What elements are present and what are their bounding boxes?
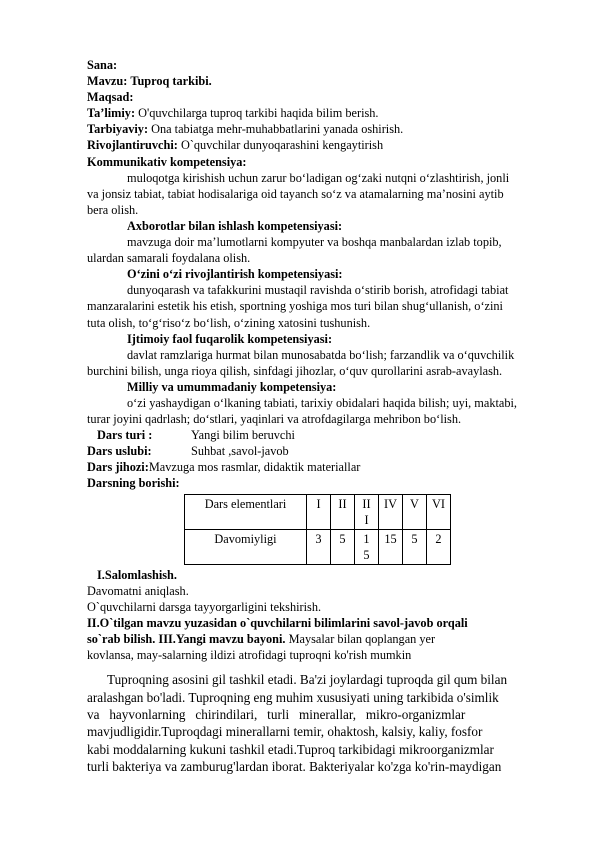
step-text: Davomatni aniqlash.	[87, 583, 189, 598]
table-cell: 5	[331, 529, 355, 564]
step-text: kovlansa, may-salarning ildizi atrofidagi tuproqni ko'rish mumkin	[87, 648, 412, 662]
competency-text: tuta olish, to‘g‘riso‘z bo‘lish, o‘zining xatosini tushunish.	[87, 315, 371, 330]
table-cell: 15	[379, 529, 403, 564]
step-text-rest: Maysalar bilan qoplangan yer	[285, 631, 436, 646]
dars-turi-value: Yangi bilim beruvchi	[191, 428, 295, 443]
table-cell: 5	[403, 529, 427, 564]
competency-text: turar joyini qadrlash; do‘stlari, yaqinlari va atrofdagilarga mehribon bo‘lish.	[87, 412, 462, 427]
paragraph-line: va hayvonlarning chirindilari, turli minerallar, mikro-organizmlar	[87, 706, 466, 722]
document-page	[87, 57, 547, 776]
paragraph-line: turli bakteriya va zamburug'lardan iborat. Bakteriyalar ko'zga ko'rin-maydigan	[87, 759, 502, 775]
competency-title: Milliy va umummadaniy kompetensiya:	[127, 379, 337, 394]
step-title: so`rab bilish. III.Yangi mavzu bayoni.	[87, 631, 286, 646]
step-text: O`quvchilarni darsga tayyorgarligini tekshirish.	[87, 599, 322, 614]
lesson-elements-table	[184, 494, 451, 565]
talimiy-label: Ta’limiy:	[87, 106, 136, 121]
dars-uslubi-label: Dars uslubi:	[87, 444, 152, 459]
table-cell: V	[403, 494, 427, 529]
competency-text: o‘zi yashaydigan o‘lkaning tabiati, tarixiy obidalari haqida bilish; uyi, maktabi,	[127, 395, 517, 410]
table-row	[185, 529, 451, 564]
dars-jihozi-value: Mavzuga mos rasmlar, didaktik materiallar	[148, 460, 361, 475]
sana-label: Sana:	[87, 58, 118, 72]
paragraph-line: mavjudligidir.Tuproqdagi minerallarni temir, ohaktosh, kalsiy, kaliy, fosfor	[87, 724, 483, 740]
competency-text: burchini bilish, unga rioya qilish, sinfdagi jihozlar, o‘quv qurollarini asrab-avaylash.	[87, 363, 503, 378]
paragraph-line: kabi moddalarning kukuni tashkil etadi.Tuproq tarkibidagi mikroorganizmlar	[87, 741, 494, 757]
dars-jihozi-label: Dars jihozi:	[87, 460, 149, 475]
dars-jihozi-line	[87, 459, 547, 475]
step-title: II.O`tilgan mavzu yuzasidan o`quvchilarni bilimlarini savol-javob orqali	[87, 615, 468, 630]
table-cell: 1 5	[355, 529, 379, 564]
competency-text: mavzuga doir ma’lumotlarni kompyuter va boshqa manbalardan izlab topib,	[127, 235, 502, 250]
step-text	[87, 631, 547, 647]
rivojlantiruvchi-value: O`quvchilar dunyoqarashini kengaytirish	[180, 138, 384, 153]
dars-turi-label: Dars turi :	[97, 428, 153, 443]
table-cell: II	[331, 494, 355, 529]
rivojlantiruvchi-line	[87, 137, 547, 153]
talimiy-value: O'quvchilarga tuproq tarkibi haqida bilim berish.	[138, 106, 379, 121]
competency-text: ulardan samarali foydalana olish.	[87, 251, 251, 266]
tarbiyaviy-line	[87, 121, 547, 137]
dars-uslubi-value: Suhbat ,savol-javob	[191, 444, 289, 459]
competency-text: bera olish.	[87, 202, 139, 217]
maqsad-label: Maqsad:	[87, 90, 134, 105]
competency-title: Ijtimoiy faol fuqarolik kompetensiyasi:	[127, 331, 333, 346]
competency-text: va jonsiz tabiat, tabiat hodisalariga oid tayanch so‘z va atamalarning ma’nosini aytib	[87, 186, 504, 201]
tarbiyaviy-value: Ona tabiatga mehr-muhabbatlarini yanada oshirish.	[151, 122, 404, 137]
competency-title: Axborotlar bilan ishlash kompetensiyasi:	[127, 218, 343, 233]
mavzu-label: Mavzu:	[87, 74, 128, 89]
dars-turi-line	[87, 427, 547, 443]
table-cell: II I	[355, 494, 379, 529]
competency-title: Kommunikativ kompetensiya:	[87, 154, 247, 169]
step-salomlashish: I.Salomlashish.	[97, 567, 177, 582]
competency-text: muloqotga kirishish uchun zarur bo‘ladigan og‘zaki nutqni o‘zlashtirish, jonli	[127, 170, 510, 185]
table-cell: I	[307, 494, 331, 529]
mavzu-line	[87, 73, 547, 89]
paragraph-line: aralashgan bo'ladi. Tuproqning eng muhim xususiyati uning tarkibida o'simlik	[87, 689, 499, 705]
talimiy-line	[87, 105, 547, 121]
competency-text: manzaralarini estetik his etish, sportning yoshiga mos turi bilan shug‘ullanish, o‘zini	[87, 299, 503, 314]
table-cell: 3	[307, 529, 331, 564]
dars-uslubi-line	[87, 443, 547, 459]
table-cell: IV	[379, 494, 403, 529]
darsning-borishi-label: Darsning borishi:	[87, 476, 180, 491]
table-cell: 2	[427, 529, 451, 564]
mavzu-value: Tuproq tarkibi.	[130, 74, 212, 89]
table-cell: VI	[427, 494, 451, 529]
table-row	[185, 494, 451, 529]
paragraph-line: Tuproqning asosini gil tashkil etadi. Ba'zi joylardagi tuproqda gil qum bilan	[107, 672, 508, 688]
competency-title: O‘zini o‘zi rivojlantirish kompetensiyasi:	[127, 267, 343, 282]
competency-text: dunyoqarash va tafakkurini mustaqil ravishda o‘stirib borish, atrofidagi tabiat	[127, 283, 509, 298]
competency-text: davlat ramzlariga hurmat bilan munosabatda bo‘lish; farzandlik va o‘quvchilik	[127, 347, 515, 362]
rivojlantiruvchi-label: Rivojlantiruvchi:	[87, 138, 178, 153]
tarbiyaviy-label: Tarbiyaviy:	[87, 122, 149, 137]
table-cell: Dars elementlari	[185, 494, 307, 529]
table-cell: Davomiyligi	[185, 529, 307, 564]
